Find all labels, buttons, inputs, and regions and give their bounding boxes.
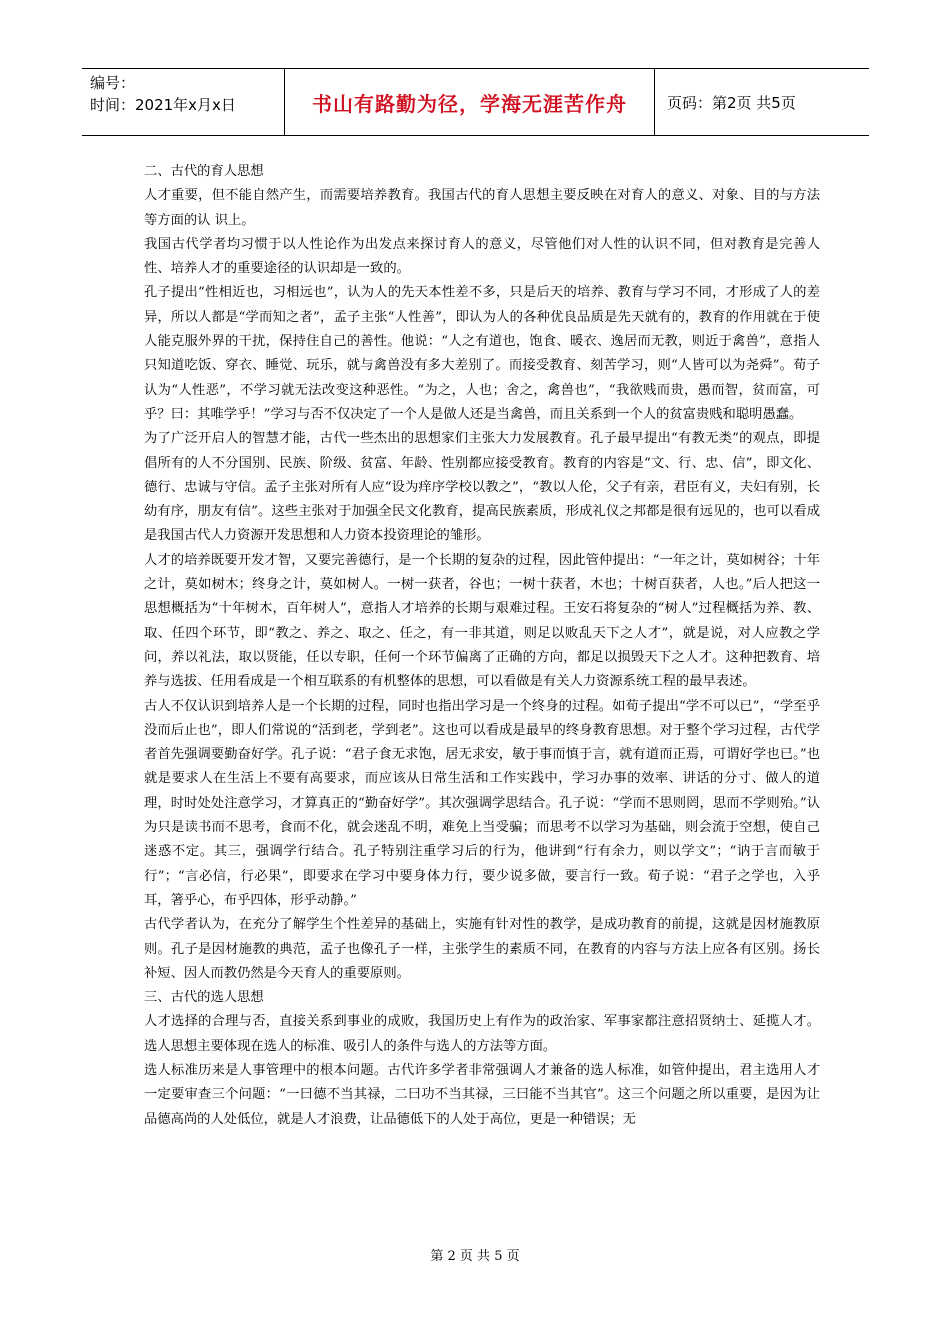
paragraph: 人才重要，但不能自然产生，而需要培养教育。我国古代的育人思想主要反映在对育人的意义、对象、目的与方法等方面的认 识上。 <box>144 188 820 228</box>
paragraph: 选人标准历来是人事管理中的根本问题。古代许多学者非常强调人才兼备的选人标准，如管仲提出，君主选用人才一定要审查三个问题：“一曰德不当其禄，二曰功不当其禄，三曰能不当其官”。这三个问题之所以重要，是因为让品德高尚的人处低位，就是人才浪费，让品德低下的人处于高位，更是一种错误；无 <box>144 1062 820 1127</box>
paragraph: 为了广泛开启人的智慧才能，古代一些杰出的思想家们主张大力发展教育。孔子最早提出“有教无类”的观点，即提倡所有的人不分国别、民族、阶级、贫富、年龄、性别都应接受教育。教育的内容是“文、行、忠、信”，即文化、德行、忠诚与守信。孟子主张对所有人应“设为痒序学校以教之”，“教以人伦，父子有亲，君臣有义，夫妇有别，长幼有序，朋友有信”。这些主张对于加强全民文化教育，提高民族素质，形成礼仪之邦都是很有远见的，也可以看成是我国古代人力资源开发思想和人力资本投资理论的雏形。 <box>144 431 820 544</box>
document-body <box>144 160 820 1132</box>
header-meta <box>82 69 285 135</box>
serial-label: 编号： <box>90 74 136 92</box>
header-motto: 书山有路勤为径，学海无涯苦作舟 <box>285 69 655 135</box>
paragraph: 孔子提出“性相近也，习相远也”，认为人的先天本性差不多，只是后天的培养、教育与学习不同，才形成了人的差异，所以人都是“学而知之者”，孟子主张“人性善”，即认为人的各种优良品质是先天就有的，教育的作用就在于使人能克服外界的干扰，保持住自己的善性。他说：“人之有道也，饱食、暖衣、逸居而无教，则近于禽兽”，意指人只知道吃饭、穿衣、睡觉、玩乐，就与禽兽没有多大差别了。而接受教育、刻苦学习，则“人皆可以为尧舜”。荀子认为“人性恶”，不学习就无法改变这种恶性。“为之，人也；舍之，禽兽也”，“我欲贱而贵，愚而智，贫而富，可乎？曰：其唯学乎！”学习与否不仅决定了一个人是做人还是当禽兽，而且关系到一个人的贫富贵贱和聪明愚蠢。 <box>144 285 820 422</box>
paragraph: 人才的培养既要开发才智，又要完善德行，是一个长期的复杂的过程，因此管仲提出：“一年之计，莫如树谷；十年之计，莫如树木；终身之计，莫如树人。一树一获者，谷也；一树十获者，木也；十树百获者，人也。”后人把这一思想概括为“十年树木，百年树人”，意指人才培养的长期与艰难过程。王安石将复杂的“树人”过程概括为养、教、取、任四个环节，即“教之、养之、取之、任之，有一非其道，则足以败乱天下之人才”，就是说，对人应教之学问，养以礼法，取以贤能，任以专职，任何一个环节偏离了正确的方向，都足以损毁天下之人才。这种把教育、培养与选拔、任用看成是一个相互联系的有机整体的思想，可以看做是有关人力资源系统工程的最早表述。 <box>144 552 820 690</box>
section-heading: 二、古代的育人思想 <box>144 164 264 179</box>
section-heading: 三、古代的选人思想 <box>144 990 264 1006</box>
paragraph: 古代学者认为，在充分了解学生个性差异的基础上，实施有针对性的教学，是成功教育的前提，这就是因材施教原则。孔子是因材施教的典范，孟子也像孔子一样，主张学生的素质不同，在教育的内容与方法上应各有区别。扬长补短、因人而教仍然是今天育人的重要原则。 <box>144 917 820 981</box>
header-page-info: 页码：第2页 共5页 <box>667 93 796 112</box>
date-label: 时间：2021年x月x日 <box>90 96 236 114</box>
paragraph: 我国古代学者均习惯于以人性论作为出发点来探讨育人的意义，尽管他们对人性的认识不同，但对教育是完善人性、培养人才的重要途径的认识却是一致的。 <box>144 236 820 277</box>
page-footer: 第 2 页 共 5 页 <box>430 1249 520 1264</box>
paragraph: 古人不仅认识到培养人是一个长期的过程，同时也指出学习是一个终身的过程。如荀子提出“学不可以已”，“学至乎没而后止也”，即人们常说的“活到老，学到老”。这也可以看成是最早的终身教育思想。对于整个学习过程，古代学者首先强调要勤奋好学。孔子说：“君子食无求饱，居无求安，敏于事而慎于言，就有道而正焉，可谓好学也已。”也就是要求人在生活上不要有高要求，而应该从日常生活和工作实践中，学习办事的效率、讲话的分寸、做人的道理，时时处处注意学习，才算真正的“勤奋好学”。其次强调学思结合。孔子说：“学而不思则罔，思而不学则殆。”认为只是读书而不思考，食而不化，就会迷乱不明，难免上当受骗；而思考不以学习为基础，则会流于空想，使自己迷惑不定。其三，强调学行结合。孔子特别注重学习后的行为，他讲到“行有余力，则以学文”；“讷于言而敏于行”；“言必信，行必果”，即要求在学习中要身体力行，要少说多做，要言行一致。荀子说：“君子之学也，入乎耳，箸乎心，布乎四体，形乎动静。” <box>144 698 820 908</box>
page-header <box>82 68 869 136</box>
paragraph: 人才选择的合理与否，直接关系到事业的成败，我国历史上有作为的政治家、军事家都注意招贤纳士、延揽人才。选人思想主要体现在选人的标准、吸引人的条件与选人的方法等方面。 <box>144 1014 820 1054</box>
